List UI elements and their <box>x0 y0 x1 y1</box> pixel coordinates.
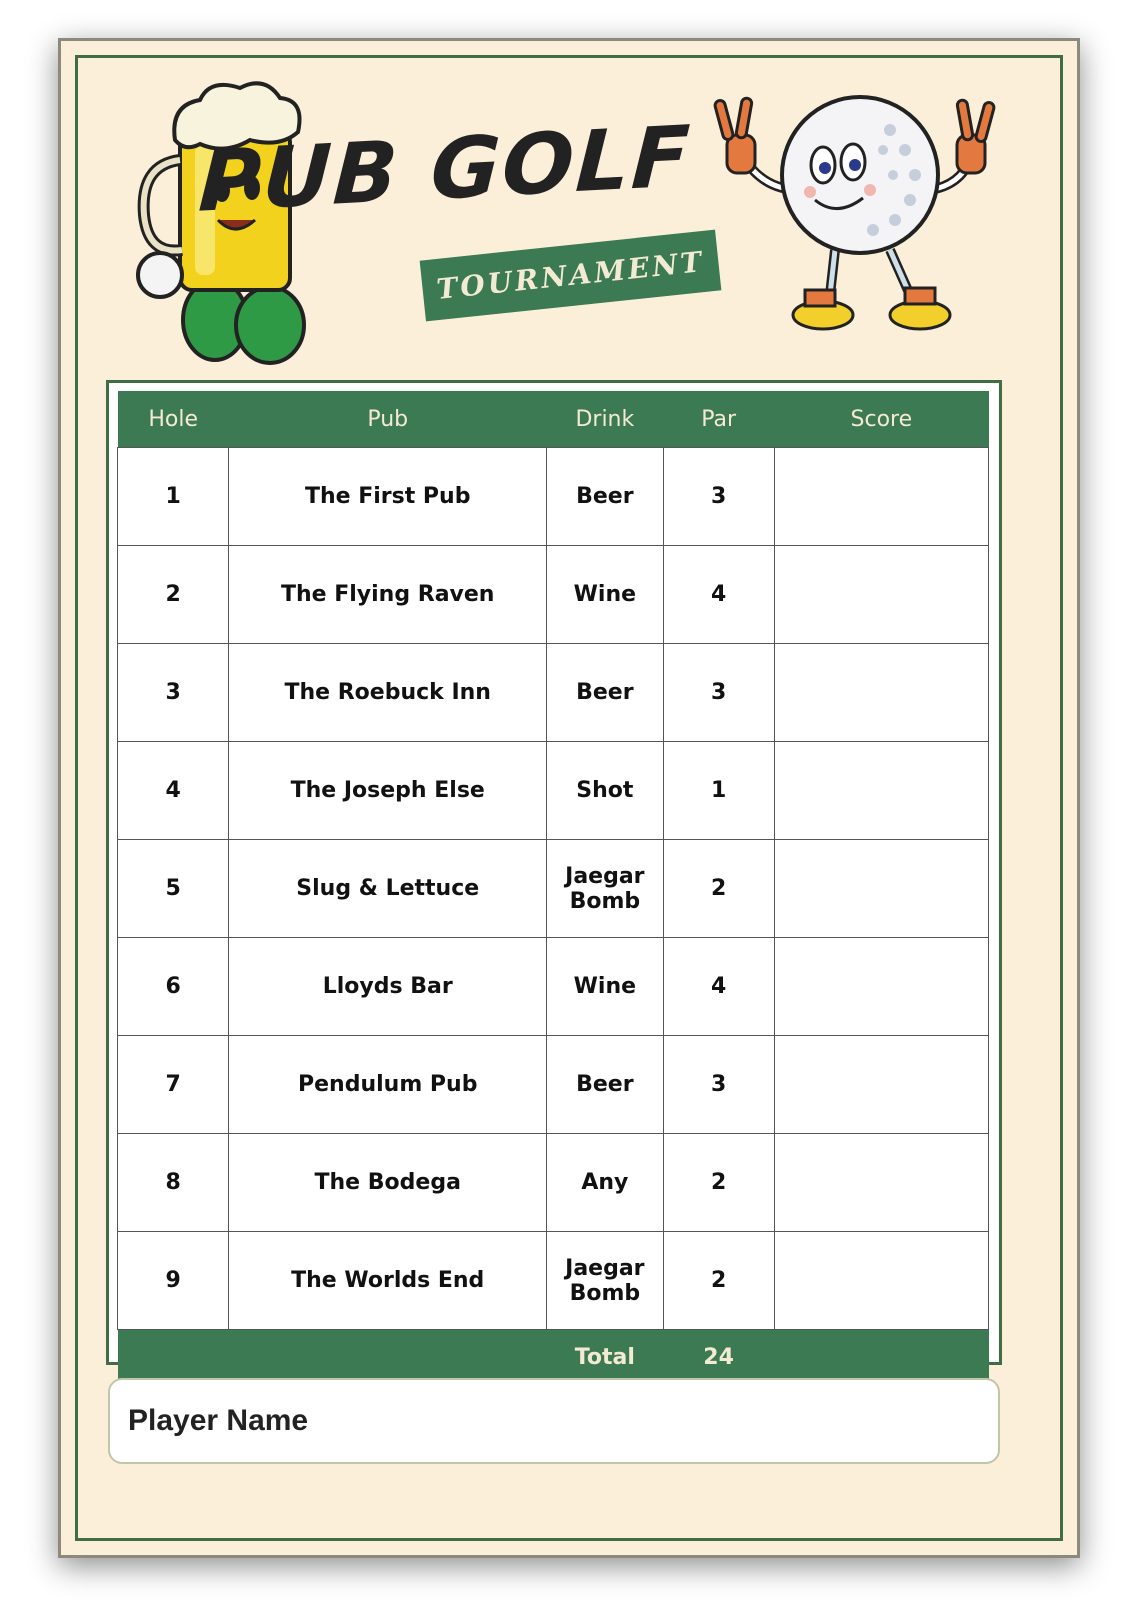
column-header-drink: Drink <box>547 391 663 448</box>
score-cell[interactable] <box>774 742 988 840</box>
golf-ball-mascot-icon <box>705 90 1005 350</box>
hole-cell: 4 <box>118 742 229 840</box>
column-header-par: Par <box>663 391 774 448</box>
pub-cell: The Roebuck Inn <box>229 644 547 742</box>
player-name-field[interactable] <box>108 1378 1000 1464</box>
score-cell[interactable] <box>774 840 988 938</box>
par-cell: 2 <box>663 840 774 938</box>
par-cell: 2 <box>663 1134 774 1232</box>
drink-cell: Beer <box>547 1036 663 1134</box>
column-header-pub: Pub <box>229 391 547 448</box>
par-cell: 3 <box>663 448 774 546</box>
table-row <box>118 546 989 644</box>
table-total-row <box>118 1330 989 1385</box>
hole-cell: 8 <box>118 1134 229 1232</box>
pub-cell: The Worlds End <box>229 1232 547 1330</box>
drink-cell: Jaegar Bomb <box>547 1232 663 1330</box>
table-row <box>118 1134 989 1232</box>
score-cell[interactable] <box>774 448 988 546</box>
pub-cell: Slug & Lettuce <box>229 840 547 938</box>
score-table <box>117 391 989 1384</box>
drink-cell: Beer <box>547 644 663 742</box>
table-row <box>118 1232 989 1330</box>
total-spacer <box>229 1330 547 1385</box>
total-spacer <box>774 1330 988 1385</box>
par-cell: 3 <box>663 644 774 742</box>
page-title: PUB GOLF <box>196 107 694 231</box>
table-header-row <box>118 391 989 448</box>
drink-cell: Shot <box>547 742 663 840</box>
drink-cell: Any <box>547 1134 663 1232</box>
hole-cell: 9 <box>118 1232 229 1330</box>
total-spacer <box>118 1330 229 1385</box>
total-label: Total <box>547 1330 663 1385</box>
pub-cell: The Joseph Else <box>229 742 547 840</box>
column-header-score: Score <box>774 391 988 448</box>
score-cell[interactable] <box>774 938 988 1036</box>
table-row <box>118 1036 989 1134</box>
pub-cell: The First Pub <box>229 448 547 546</box>
hole-cell: 7 <box>118 1036 229 1134</box>
hole-cell: 3 <box>118 644 229 742</box>
table-row <box>118 938 989 1036</box>
hole-cell: 5 <box>118 840 229 938</box>
table-row <box>118 840 989 938</box>
score-table-frame <box>106 380 1002 1370</box>
par-cell: 2 <box>663 1232 774 1330</box>
drink-cell: Jaegar Bomb <box>547 840 663 938</box>
title-block <box>196 107 706 320</box>
hole-cell: 1 <box>118 448 229 546</box>
drink-cell: Wine <box>547 546 663 644</box>
par-cell: 3 <box>663 1036 774 1134</box>
score-cell[interactable] <box>774 546 988 644</box>
par-cell: 1 <box>663 742 774 840</box>
player-name-label: Player Name <box>128 1404 309 1437</box>
table-row <box>118 644 989 742</box>
drink-cell: Wine <box>547 938 663 1036</box>
hole-cell: 6 <box>118 938 229 1036</box>
score-cell[interactable] <box>774 1036 988 1134</box>
par-cell: 4 <box>663 938 774 1036</box>
pub-cell: Pendulum Pub <box>229 1036 547 1134</box>
par-cell: 4 <box>663 546 774 644</box>
score-cell[interactable] <box>774 644 988 742</box>
total-par: 24 <box>663 1330 774 1385</box>
pub-cell: The Flying Raven <box>229 546 547 644</box>
score-cell[interactable] <box>774 1232 988 1330</box>
hole-cell: 2 <box>118 546 229 644</box>
column-header-hole: Hole <box>118 391 229 448</box>
pub-cell: Lloyds Bar <box>229 938 547 1036</box>
drink-cell: Beer <box>547 448 663 546</box>
table-row <box>118 448 989 546</box>
score-cell[interactable] <box>774 1134 988 1232</box>
pub-cell: The Bodega <box>229 1134 547 1232</box>
table-row <box>118 742 989 840</box>
tournament-banner: TOURNAMENT <box>420 230 722 322</box>
